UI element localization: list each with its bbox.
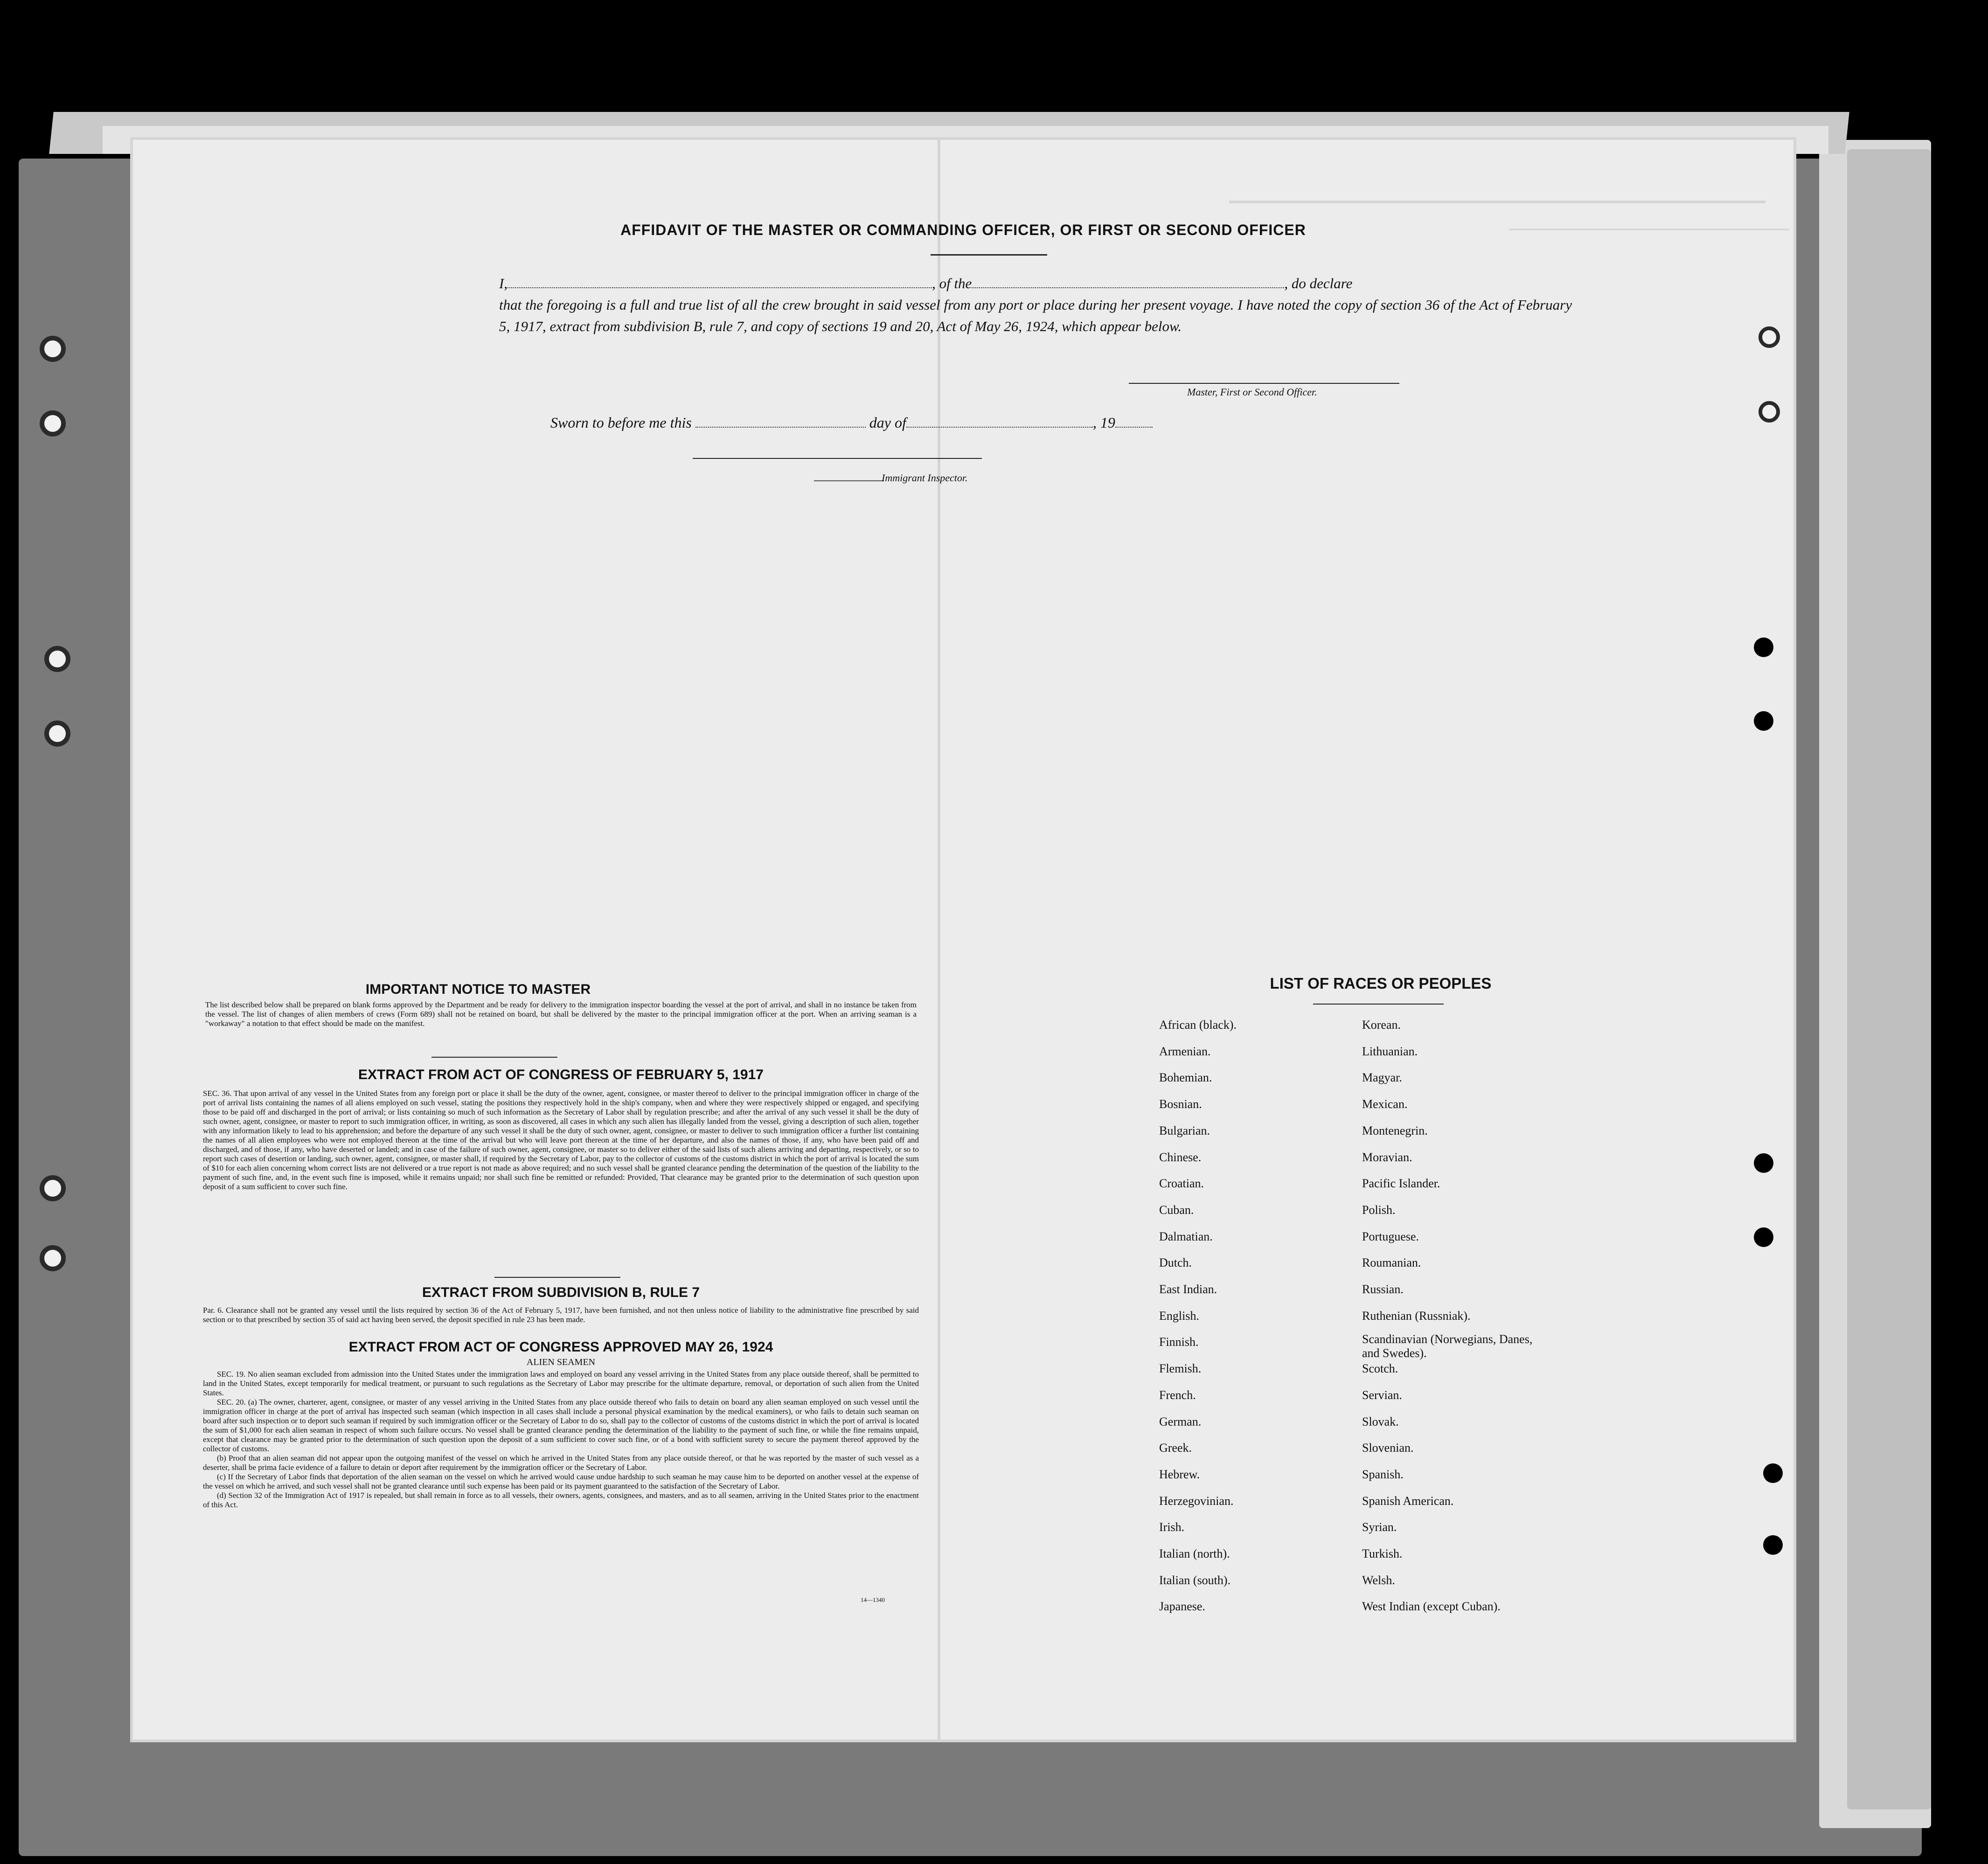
punch-hole (40, 1245, 66, 1271)
race-item: Moravian. (1362, 1150, 1412, 1164)
punch-hole (1754, 1153, 1773, 1173)
race-item: Mexican. (1362, 1097, 1408, 1111)
race-item: Bosnian. (1159, 1097, 1202, 1111)
affidavit-title: AFFIDAVIT OF THE MASTER OR COMMANDING OFFICER, OR FIRST OR SECOND OFFICER (620, 222, 1306, 238)
race-item: Bulgarian. (1159, 1123, 1210, 1137)
race-item: Italian (south). (1159, 1573, 1231, 1587)
races-rule (1313, 1004, 1444, 1005)
race-item: Croatian. (1159, 1177, 1204, 1191)
sworn-line (550, 414, 1153, 431)
race-item: Slovak. (1362, 1414, 1399, 1428)
race-item: Portuguese. (1362, 1229, 1419, 1243)
sec-19-text: SEC. 19. No alien seaman excluded from admission into the United States under the immigration laws and employed on board any vessel arriving in the United States from any place outside thereof, shall be permitted to land in the United States, except temporarily for medical treatment, or pursuant to such regulations as the Secretary of Labor may prescribe for the ultimate departure, removal, or deportation of such alien from the United States. (203, 1370, 919, 1397)
race-item: Lithuanian. (1362, 1044, 1418, 1058)
race-item: Ruthenian (Russniak). (1362, 1309, 1471, 1323)
extract-1924-text (203, 1370, 919, 1510)
race-item: French. (1159, 1388, 1196, 1402)
sworn-month-field[interactable] (906, 427, 1093, 428)
race-item: German. (1159, 1414, 1202, 1428)
section-rule (431, 1057, 557, 1058)
punch-hole (1759, 401, 1780, 423)
race-item: Herzegovinian. (1159, 1494, 1234, 1508)
race-item: West Indian (except Cuban). (1362, 1600, 1501, 1614)
race-item: Turkish. (1362, 1547, 1403, 1560)
declare-of-the-label: , of the (932, 275, 972, 291)
punch-hole (1754, 711, 1773, 731)
sworn-before-label: Sworn to before me this (550, 414, 692, 431)
sworn-year-label: , 19 (1092, 414, 1115, 431)
race-item: Greek. (1159, 1441, 1192, 1455)
sec-20d-text: (d) Section 32 of the Immigration Act of 1917 is repealed, but shall remain in force as to all vessels, their owners, agents, consignees, and masters, and as to all seamen, arriving in the United States prior to the enactment of this Act. (203, 1491, 919, 1509)
race-item: Montenegrin. (1362, 1123, 1428, 1137)
punch-hole (44, 646, 70, 672)
race-item: Pacific Islander. (1362, 1177, 1440, 1191)
race-item: Roumanian. (1362, 1256, 1421, 1270)
race-item: Cuban. (1159, 1203, 1194, 1217)
race-item: East Indian. (1159, 1282, 1217, 1296)
race-item: African (black). (1159, 1018, 1237, 1032)
punch-hole (40, 410, 66, 437)
punch-hole (1763, 1463, 1783, 1483)
extract-1924-subtitle: ALIEN SEAMEN (526, 1357, 596, 1367)
extract-rule7-text: Par. 6. Clearance shall not be granted any vessel until the lists required by section 36 of the Act of February 5, 1917, have been furnished, and not then unless notice of liability to the administrative fine prescribed by said section or to that prescribed by section 35 of said act having been served, the deposit specified in rule 23 has been made. (203, 1306, 919, 1324)
race-item: Bohemian. (1159, 1071, 1212, 1085)
race-item: Hebrew. (1159, 1467, 1200, 1481)
form-number: 14—1340 (861, 1596, 885, 1603)
race-item: Dalmatian. (1159, 1229, 1213, 1243)
race-item: Syrian. (1362, 1520, 1397, 1534)
affidavit-body (499, 273, 1572, 337)
punch-hole (1754, 1227, 1773, 1247)
sworn-day-of-label: day of (869, 414, 906, 431)
punch-hole (1759, 326, 1780, 348)
race-item: Japanese. (1159, 1600, 1205, 1614)
race-item: Russian. (1362, 1282, 1404, 1296)
race-item: Scotch. (1362, 1362, 1398, 1376)
inspector-label: Immigrant Inspector. (882, 472, 968, 484)
races-title: LIST OF RACES OR PEOPLES (1270, 975, 1492, 992)
race-item: Chinese. (1159, 1150, 1202, 1164)
punch-hole (1763, 1535, 1783, 1555)
sec-20a-text: SEC. 20. (a) The owner, charterer, agent, consignee, or master of any vessel arriving in the United States from any place outside thereof who fails to detain on board any alien seaman employed on such vessel until the immigration officer in charge at the port of arrival has inspected such seaman (which inspection in all cases shall include a personal physical examination by the medical examiners), or who fails to detain such seaman on board after such inspection or to deport such seaman if required by such immigration officer or the Secretary of Labor to do so, shall pay to the collector of customs of the customs district in which the port of arrival is located the sum of $1,000 for each alien seaman in respect of whom such failure occurs. No vessel shall be granted clearance pending the determination of the liability to the payment of such fine, or while the fine remains unpaid, except that clearance may be granted prior to the determination of such question upon the deposit of a sum sufficient to cover such fine, or of a bond with sufficient surety to secure the payment thereof approved by the collector of customs. (203, 1398, 919, 1453)
center-fold (938, 140, 940, 1739)
punch-hole (40, 336, 66, 362)
declare-end-label: , do declare (1284, 275, 1353, 291)
page-stack-edge-inner (1847, 149, 1931, 1809)
vessel-name-field[interactable] (972, 287, 1284, 288)
race-item: Magyar. (1362, 1071, 1402, 1085)
inspector-dotted-line (814, 480, 884, 481)
sworn-day-field[interactable] (695, 427, 866, 428)
race-item: Welsh. (1362, 1573, 1395, 1587)
race-item: Korean. (1362, 1018, 1401, 1032)
notice-text: The list described below shall be prepared on blank forms approved by the Department and be ready for delivery to the immigration inspector boarding the vessel at the port of arrival, and shall in no instance be taken from the vessel. The list of changes of alien members of crews (Form 689) shall not be retained on board, but shall be delivered by the master to the principal immigration officer at the port. When an arriving seaman is a "workaway" a notation to that effect should be made on the manifest. (205, 1000, 917, 1028)
affidavit-text: that the foregoing is a full and true list of all the crew brought in said vessel from any port or place during her present voyage. I have noted the copy of section 36 of the Act of February 5, 1917, extract from subdivision B, rule 7, and copy of sections 19 and 20, Act of May 26, 1924, which appear below. (499, 297, 1572, 334)
manifest-page (133, 140, 1793, 1739)
race-item: Scandinavian (Norwegians, Danes, and Swedes). (1362, 1332, 1533, 1360)
extract-1917-text: SEC. 36. That upon arrival of any vessel in the United States from any foreign port or place it shall be the duty of the owner, agent, consignee, or master thereof to deliver to the principal immigration officer in charge of the port of arrival lists containing the names of all aliens employed on such vessel, stating the positions they respectively hold in the ship's company, when and where they were respectively shipped or engaged, and specifying those to be paid off and discharged in the port of arrival; or lists containing so much of such information as the Secretary of Labor shall by regulation prescribe; and after the arrival of any such vessel it shall be the duty of such owner, agent, consignee, or master to report to such immigration officer, in writing, as soon as discovered, all cases in which any such alien has illegally landed from the vessel, giving a description of such alien, together with any information likely to lead to his apprehension; and before the departure of any such vessel it shall be the duty of such owner, agent, consignee, or master to deliver to such immigration officer a further list containing the names of all alien employees who were not employed thereon at the time of the arrival but who will leave port thereon at the time of her departure, and also the names of those, if any, who have been paid off and discharged, and of those, if any, who have deserted or landed; and in case of the failure of such owner, agent, consignee, or master so to deliver either of the said lists of such aliens arriving and departing, respectively, or so to report such cases of desertion or landing, such owner, agent, consignee, or master shall, if required by the Secretary of Labor, pay to the collector of customs of the customs district in which the port of arrival is located the sum of $10 for each alien concerning whom correct lists are not delivered or a true report is not made as above required; and no such vessel shall be granted clearance pending the determination of the question of the liability to the payment of such fine, and, in the event such fine is imposed, while it remains unpaid; nor shall such fine be remitted or refunded: Provided, That clearance may be granted prior to the determination of such question upon deposit of a sum sufficient to cover such fine. (203, 1089, 919, 1191)
race-item: Armenian. (1159, 1044, 1211, 1058)
race-item: English. (1159, 1309, 1199, 1323)
notice-title: IMPORTANT NOTICE TO MASTER (365, 982, 591, 997)
inspector-signature-line[interactable] (693, 458, 982, 459)
punch-hole (40, 1175, 66, 1201)
section-rule (494, 1277, 620, 1278)
race-item: Irish. (1159, 1520, 1185, 1534)
race-item: Finnish. (1159, 1335, 1199, 1349)
race-item: Slovenian. (1362, 1441, 1414, 1455)
declaration-line (499, 273, 1572, 294)
race-item: Spanish. (1362, 1467, 1404, 1481)
signature-label: Master, First or Second Officer. (1187, 386, 1317, 398)
extract-1924-title: EXTRACT FROM ACT OF CONGRESS APPROVED MAY 26, 1924 (348, 1339, 773, 1355)
race-item: Servian. (1362, 1388, 1402, 1402)
extract-rule7-title: EXTRACT FROM SUBDIVISION B, RULE 7 (422, 1285, 700, 1300)
bleed-through-mark (1229, 191, 1766, 203)
race-item: Flemish. (1159, 1362, 1202, 1376)
race-item: Dutch. (1159, 1256, 1192, 1270)
signature-line[interactable] (1129, 383, 1399, 384)
punch-hole (44, 721, 70, 747)
race-item: Italian (north). (1159, 1547, 1230, 1560)
master-name-field[interactable] (507, 287, 932, 288)
sec-20b-text: (b) Proof that an alien seaman did not appear upon the outgoing manifest of the vessel on which he arrived in the United States from any place outside thereof, or that he was reported by the master of such vessel as a deserter, shall be prima facie evidence of a failure to detain or deport after requirement by the immigration officer or the Secretary of Labor. (203, 1454, 919, 1472)
punch-hole (1754, 638, 1773, 657)
sworn-year-field[interactable] (1115, 427, 1153, 428)
extract-1917-title: EXTRACT FROM ACT OF CONGRESS OF FEBRUARY 5, 1917 (358, 1067, 764, 1082)
sec-20c-text: (c) If the Secretary of Labor finds that deportation of the alien seaman on the vessel on which he arrived would cause undue hardship to such seaman he may cause him to be deported on another vessel at the expense of the vessel on which he arrived, and such vessel shall not be granted clearance until such expense has been paid or its payment guaranteed to the satisfaction of the Secretary of Labor. (203, 1472, 919, 1490)
race-item: Polish. (1362, 1203, 1396, 1217)
title-rule (931, 254, 1047, 256)
declare-i-label: I, (499, 275, 508, 291)
race-item: Spanish American. (1362, 1494, 1454, 1508)
